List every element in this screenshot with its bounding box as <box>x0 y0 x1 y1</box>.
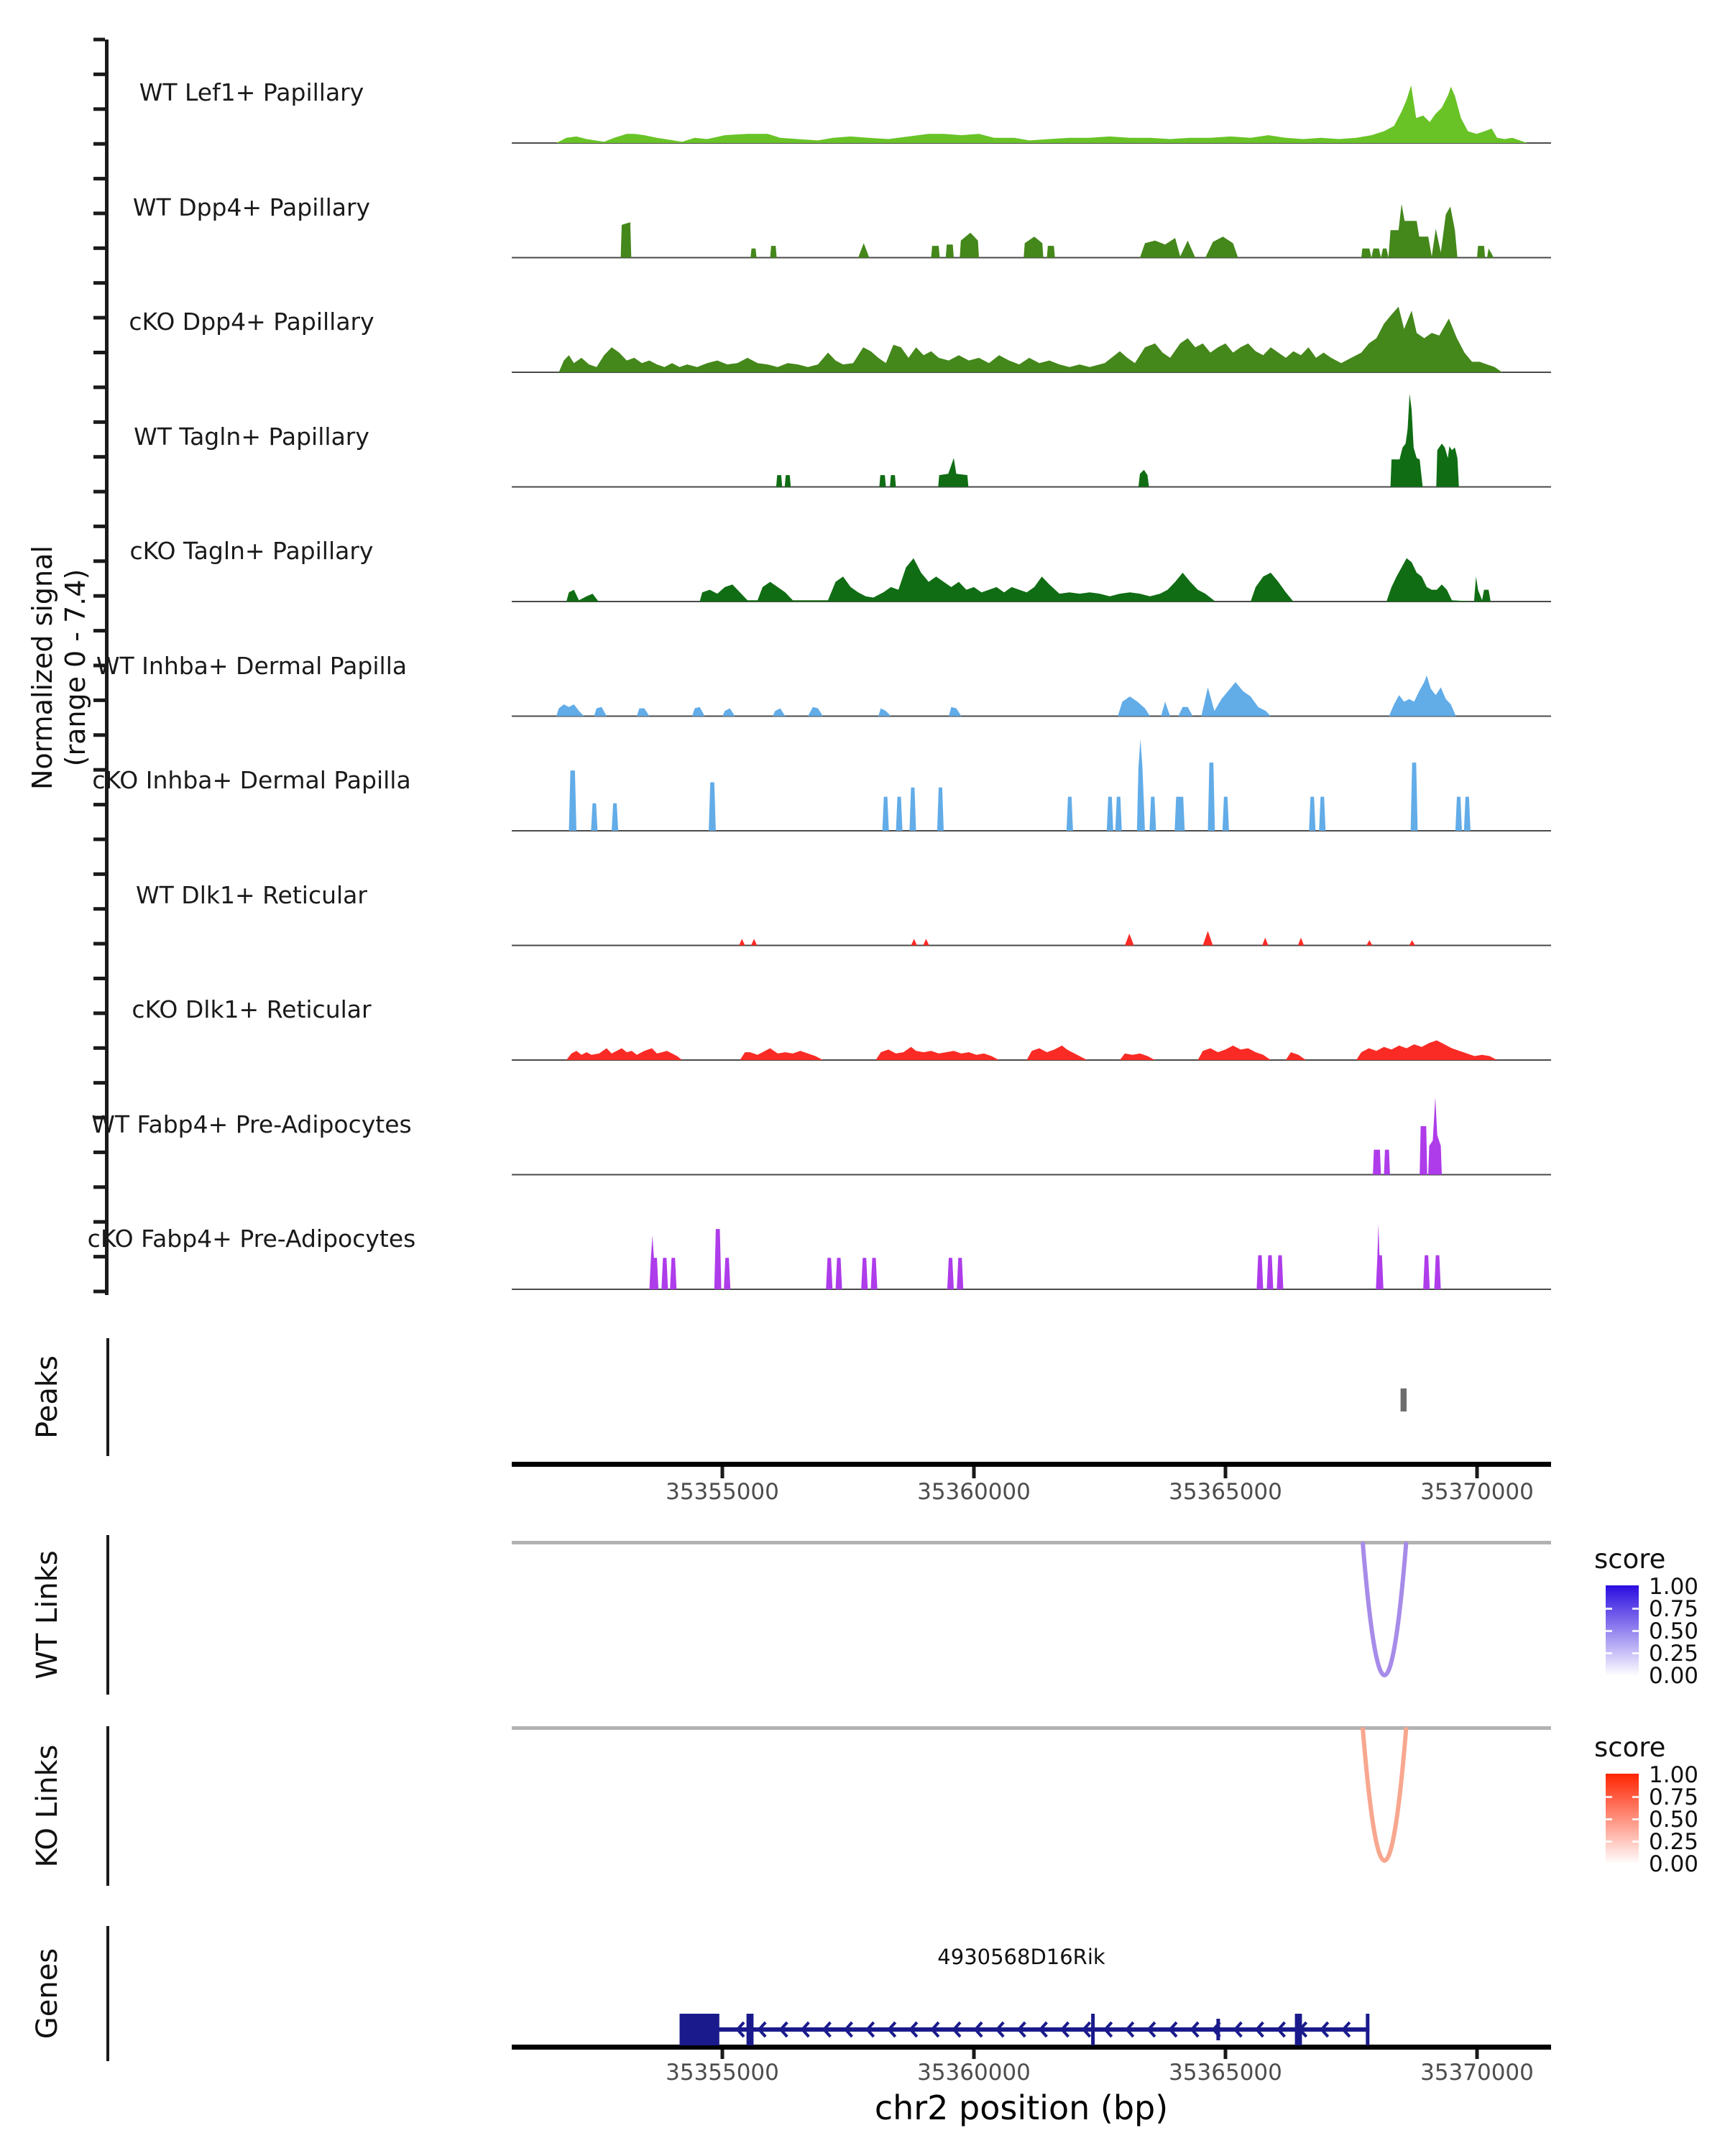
track-label-wt-dlk1: WT Dlk1+ Reticular <box>136 881 367 909</box>
signal-area-track-3 <box>776 394 1459 487</box>
signal-y-axis-tick <box>93 73 105 76</box>
signal-area-track-1 <box>621 204 1494 258</box>
genome-axis-line-2 <box>512 2045 1551 2050</box>
signal-y-axis-tick <box>93 1185 105 1189</box>
signal-y-axis-tick <box>93 803 105 806</box>
track-label-wt-tagln: WT Tagln+ Papillary <box>134 423 369 451</box>
track-label-cko-inhba: cKO Inhba+ Dermal Papilla <box>92 766 411 794</box>
ko-legend-tick-0.75: 0.75 <box>1649 1784 1699 1810</box>
signal-y-axis-tick <box>93 490 105 494</box>
ko-links-baseline <box>512 1726 1551 1730</box>
track-label-wt-lef1: WT Lef1+ Papillary <box>139 78 364 106</box>
signal-y-axis-tick <box>93 977 105 980</box>
gene-exon <box>1366 2014 1369 2045</box>
ko-links-bracket-line <box>106 1726 109 1886</box>
legend-tick-mark <box>1606 1608 1612 1610</box>
track-baseline <box>512 1174 1551 1176</box>
signal-y-axis-tick <box>93 837 105 841</box>
signal-y-axis-tick <box>93 385 105 389</box>
track-label-wt-fabp4: WT Fabp4+ Pre-Adipocytes <box>91 1110 412 1138</box>
signal-y-axis-tick <box>93 1151 105 1154</box>
signal-y-axis-tick <box>93 942 105 946</box>
ko-links-legend-title: score <box>1594 1732 1666 1763</box>
legend-tick-mark <box>1632 1841 1639 1843</box>
signal-y-axis-tick <box>93 351 105 354</box>
signal-y-axis-tick <box>93 107 105 111</box>
x-tick2-35355000: 35355000 <box>666 2060 779 2086</box>
gene-exon <box>1216 2019 1220 2040</box>
genome-axis-tick <box>721 2050 724 2059</box>
wt-link-arc <box>1363 1544 1406 1675</box>
ko-links-section-label: KO Links <box>31 1744 64 1868</box>
signal-y-axis-label-line2: (range 0 - 7.4) <box>60 568 91 767</box>
signal-y-axis-tick <box>93 872 105 876</box>
legend-tick-mark <box>1606 1818 1612 1820</box>
legend-tick-mark <box>1632 1608 1639 1610</box>
signal-y-axis-tick <box>93 247 105 250</box>
genome-axis-tick <box>1476 1467 1479 1478</box>
peak-interval <box>1401 1388 1407 1411</box>
genome-axis-tick <box>1224 1467 1228 1478</box>
signal-area-track-7 <box>739 931 1415 945</box>
signal-y-axis-tick <box>93 1081 105 1084</box>
peaks-bracket-line <box>106 1338 109 1456</box>
x-tick2-35360000: 35360000 <box>917 2060 1031 2086</box>
signal-area-track-9 <box>1373 1097 1442 1175</box>
track-label-cko-dpp4: cKO Dpp4+ Papillary <box>129 308 374 336</box>
legend-tick-mark <box>1632 1630 1639 1632</box>
wt-links-bracket-line <box>106 1535 109 1695</box>
x-tick-35355000: 35355000 <box>666 1479 779 1505</box>
signal-y-axis-tick <box>93 1290 105 1294</box>
gene-exon <box>1091 2014 1095 2045</box>
x-axis-title: chr2 position (bp) <box>874 2088 1169 2127</box>
wt-links-baseline <box>512 1541 1551 1544</box>
genome-axis-tick <box>1224 2050 1228 2059</box>
wt-legend-tick-0.75: 0.75 <box>1649 1596 1699 1622</box>
signal-area-track-2 <box>559 307 1503 372</box>
signal-y-axis-tick <box>93 455 105 459</box>
genome-axis-line-1 <box>512 1462 1551 1467</box>
signal-y-axis-tick <box>93 38 105 42</box>
legend-tick-mark <box>1632 1652 1639 1654</box>
genome-axis-tick <box>1476 2050 1479 2059</box>
signal-y-axis-tick <box>93 594 105 598</box>
genome-axis-tick <box>972 2050 976 2059</box>
genome-axis-tick <box>721 1467 724 1478</box>
ko-legend-tick-0.25: 0.25 <box>1649 1829 1699 1855</box>
signal-y-axis-tick <box>93 281 105 285</box>
track-label-cko-dlk1: cKO Dlk1+ Reticular <box>132 995 372 1023</box>
wt-legend-tick-1.00: 1.00 <box>1649 1574 1699 1600</box>
signal-area-track-5 <box>556 676 1456 717</box>
signal-y-axis-tick <box>93 142 105 146</box>
ko-legend-tick-0.50: 0.50 <box>1649 1807 1699 1833</box>
track-label-cko-tagln: cKO Tagln+ Papillary <box>129 537 374 565</box>
x-tick-35365000: 35365000 <box>1169 1479 1282 1505</box>
legend-tick-mark <box>1632 1796 1639 1798</box>
signal-y-axis-label-line1: Normalized signal <box>27 545 58 790</box>
signal-y-axis-tick <box>93 177 105 180</box>
x-tick-35370000: 35370000 <box>1420 1479 1534 1505</box>
gene-exon <box>680 2014 719 2045</box>
peaks-section-label: Peaks <box>31 1355 64 1439</box>
track-label-wt-inhba: WT Inhba+ Dermal Papilla <box>96 652 408 680</box>
x-tick2-35365000: 35365000 <box>1169 2060 1282 2086</box>
wt-links-legend-gradient <box>1606 1585 1639 1676</box>
x-tick2-35370000: 35370000 <box>1420 2060 1534 2086</box>
wt-legend-tick-0.25: 0.25 <box>1649 1641 1699 1667</box>
genes-section-label: Genes <box>31 1948 64 2040</box>
track-baseline <box>512 830 1551 831</box>
signal-y-axis-tick <box>93 733 105 737</box>
signal-area-track-8 <box>566 1041 1497 1060</box>
legend-tick-mark <box>1606 1652 1612 1654</box>
gene-exon <box>747 2014 754 2045</box>
signal-y-axis-tick <box>93 525 105 528</box>
track-label-cko-fabp4: cKO Fabp4+ Pre-Adipocytes <box>87 1225 416 1253</box>
wt-legend-tick-0.00: 0.00 <box>1649 1663 1699 1689</box>
legend-tick-mark <box>1632 1818 1639 1820</box>
signal-y-axis-tick <box>93 629 105 632</box>
track-label-wt-dpp4: WT Dpp4+ Papillary <box>132 193 371 221</box>
signal-y-axis-tick <box>93 699 105 702</box>
legend-tick-mark <box>1606 1841 1612 1843</box>
ko-legend-tick-1.00: 1.00 <box>1649 1762 1699 1788</box>
legend-tick-mark <box>1606 1630 1612 1632</box>
wt-legend-tick-0.50: 0.50 <box>1649 1618 1699 1644</box>
ko-link-arc <box>1363 1729 1406 1861</box>
genome-axis-tick <box>972 1467 976 1478</box>
gene-name-label: 4930568D16Rik <box>937 1945 1105 1969</box>
signal-y-axis-tick <box>93 1046 105 1050</box>
ko-links-legend-gradient <box>1606 1774 1639 1864</box>
wt-links-legend-title: score <box>1594 1544 1666 1575</box>
ko-legend-tick-0.00: 0.00 <box>1649 1851 1699 1877</box>
x-tick-35360000: 35360000 <box>917 1479 1031 1505</box>
signal-y-axis-tick <box>93 1220 105 1224</box>
wt-links-section-label: WT Links <box>31 1550 64 1680</box>
signal-area-track-0 <box>556 86 1527 143</box>
signal-y-axis-tick <box>93 1255 105 1258</box>
genes-bracket-line <box>106 1926 109 2061</box>
signal-area-track-6 <box>569 739 1471 831</box>
legend-tick-mark <box>1606 1796 1612 1798</box>
signal-area-track-10 <box>650 1224 1441 1289</box>
track-baseline <box>512 945 1551 946</box>
signal-area-track-4 <box>566 558 1491 602</box>
